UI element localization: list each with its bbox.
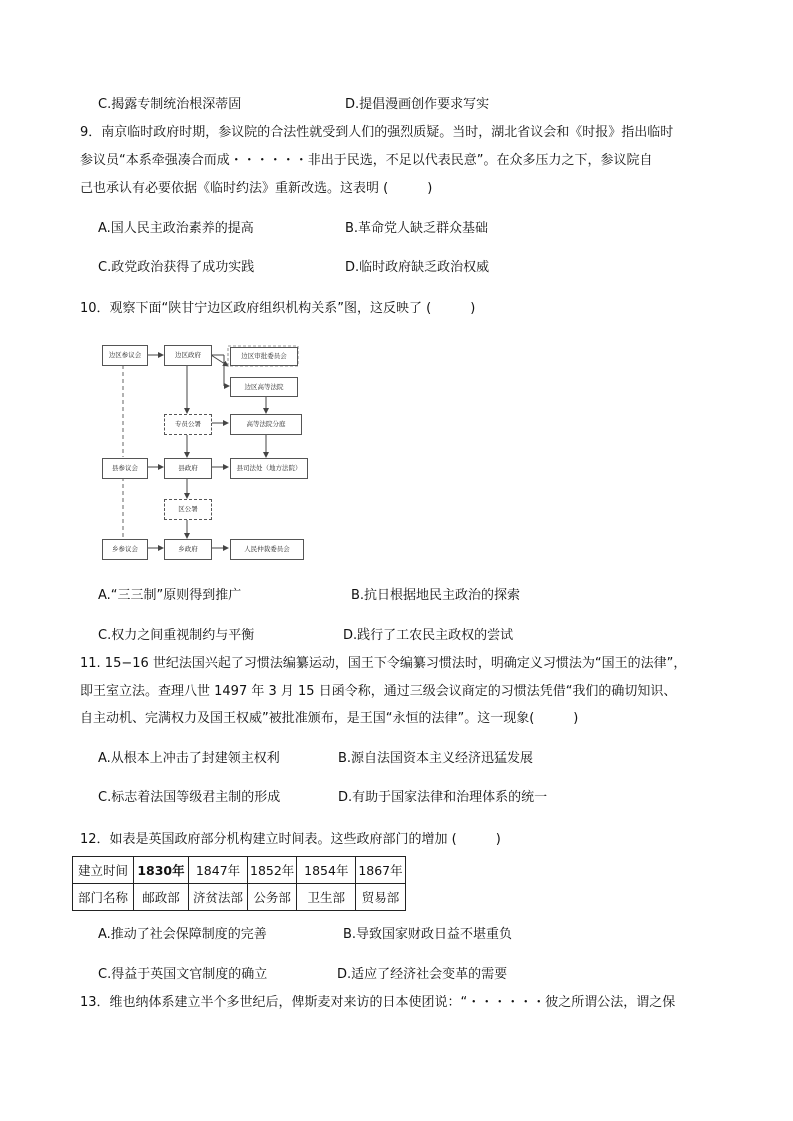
q11-stem-line3: 自主动机、完满权力及国王权威”被批准颁布，是王国“永恒的法律”。这一现象( ) [80,711,579,726]
judicial-office-box: 县司法处（地方法院） [230,458,308,479]
review-committee-box: 边区审批委员会 [230,347,298,366]
table-cell: 部门名称 [73,884,134,911]
table-cell: 公务部 [248,884,297,911]
table-cell: 邮政部 [134,884,189,911]
table-cell: 建立时间 [73,857,134,884]
org-chart-connectors [96,336,312,562]
q12-option-d: D.适应了经济社会变革的需要 [337,967,508,982]
township-council-box: 乡参议会 [102,539,148,560]
q10-stem: 10．观察下面“陕甘宁边区政府组织机构关系”图，这反映了 ( ) [80,301,476,316]
q12-option-a: A.推动了社会保障制度的完善 [98,927,267,942]
q13-stem-line1: 13．维也纳体系建立半个多世纪后，俾斯麦对来访的日本使团说：“・・・・・・彼之所谓公法，谓之保 [80,995,676,1010]
q10-option-c: C.权力之间重视制约与平衡 [98,628,255,643]
q9-option-c: C.政党政治获得了成功实践 [98,260,255,275]
table-cell: 1852年 [248,857,297,884]
q9-stem-line1: 9．南京临时政府时期，参议院的合法性就受到人们的强烈质疑。当时，湖北省议会和《时报》指出临时 [80,125,674,140]
q12-stem: 12．如表是英国政府部分机构建立时间表。这些政府部门的增加 ( ) [80,832,501,847]
q11-option-a: A.从根本上冲击了封建领主权利 [98,751,280,766]
q11-option-d: D.有助于国家法律和治理体系的统一 [338,790,548,805]
table-cell: 卫生部 [297,884,356,911]
q9-option-a: A.国人民主政治素养的提高 [98,221,254,236]
q8-option-d: D.提倡漫画创作要求写实 [345,97,490,112]
mediation-committee-box: 人民仲裁委员会 [230,539,304,560]
q9-option-d: D.临时政府缺乏政治权威 [345,260,490,275]
q11-option-b: B.源自法国资本主义经济迅猛发展 [338,751,534,766]
commissioner-office-box: 专员公署 [164,414,212,435]
table-cell: 1854年 [297,857,356,884]
table-cell: 1847年 [189,857,248,884]
org-chart-diagram [96,336,312,562]
court-branch-box: 高等法院分庭 [230,414,302,435]
table-cell: 1867年 [356,857,405,884]
q10-option-d: D.践行了工农民主政权的尝试 [343,628,514,643]
q10-option-b: B.抗日根据地民主政治的探索 [351,588,521,603]
table-cell: 1830年 [134,857,189,884]
q9-option-b: B.革命党人缺乏群众基础 [345,221,489,236]
table-row [73,884,406,911]
q11-stem-line2: 即王室立法。查理八世 1497 年 3 月 15 日函令称，通过三级会议商定的习惯法凭借“我们的确切知识、 [80,684,677,699]
border-council-box: 边区参议会 [102,345,148,366]
table-cell: 贸易部 [356,884,405,911]
table-cell: 济贫法部 [189,884,248,911]
township-gov-box: 乡政府 [164,539,212,560]
departments-table [72,856,406,911]
q11-option-c: C.标志着法国等级君主制的形成 [98,790,281,805]
high-court-box: 边区高等法院 [230,377,298,397]
q8-option-c: C.揭露专制统治根深蒂固 [98,97,242,112]
q9-stem-line3: 己也承认有必要依据《临时约法》重新改选。这表明 ( ) [80,181,433,196]
county-gov-box: 县政府 [164,458,212,479]
q12-option-b: B.导致国家财政日益不堪重负 [343,927,513,942]
q10-option-a: A.“三三制”原则得到推广 [98,588,242,603]
q12-option-c: C.得益于英国文官制度的确立 [98,967,268,982]
border-gov-box: 边区政府 [164,345,212,366]
q11-stem-line1: 11. 15−16 世纪法国兴起了习惯法编纂运动，国王下令编纂习惯法时，明确定义习惯法为“国王的法律”， [80,656,687,671]
county-council-box: 县参议会 [102,458,148,479]
district-office-box: 区公署 [164,499,212,520]
q9-stem-line2: 参议员“本系牵强凑合而成・・・・・・非出于民选，不足以代表民意”。在众多压力之下，参议院自 [80,153,653,168]
table-row [73,857,406,884]
